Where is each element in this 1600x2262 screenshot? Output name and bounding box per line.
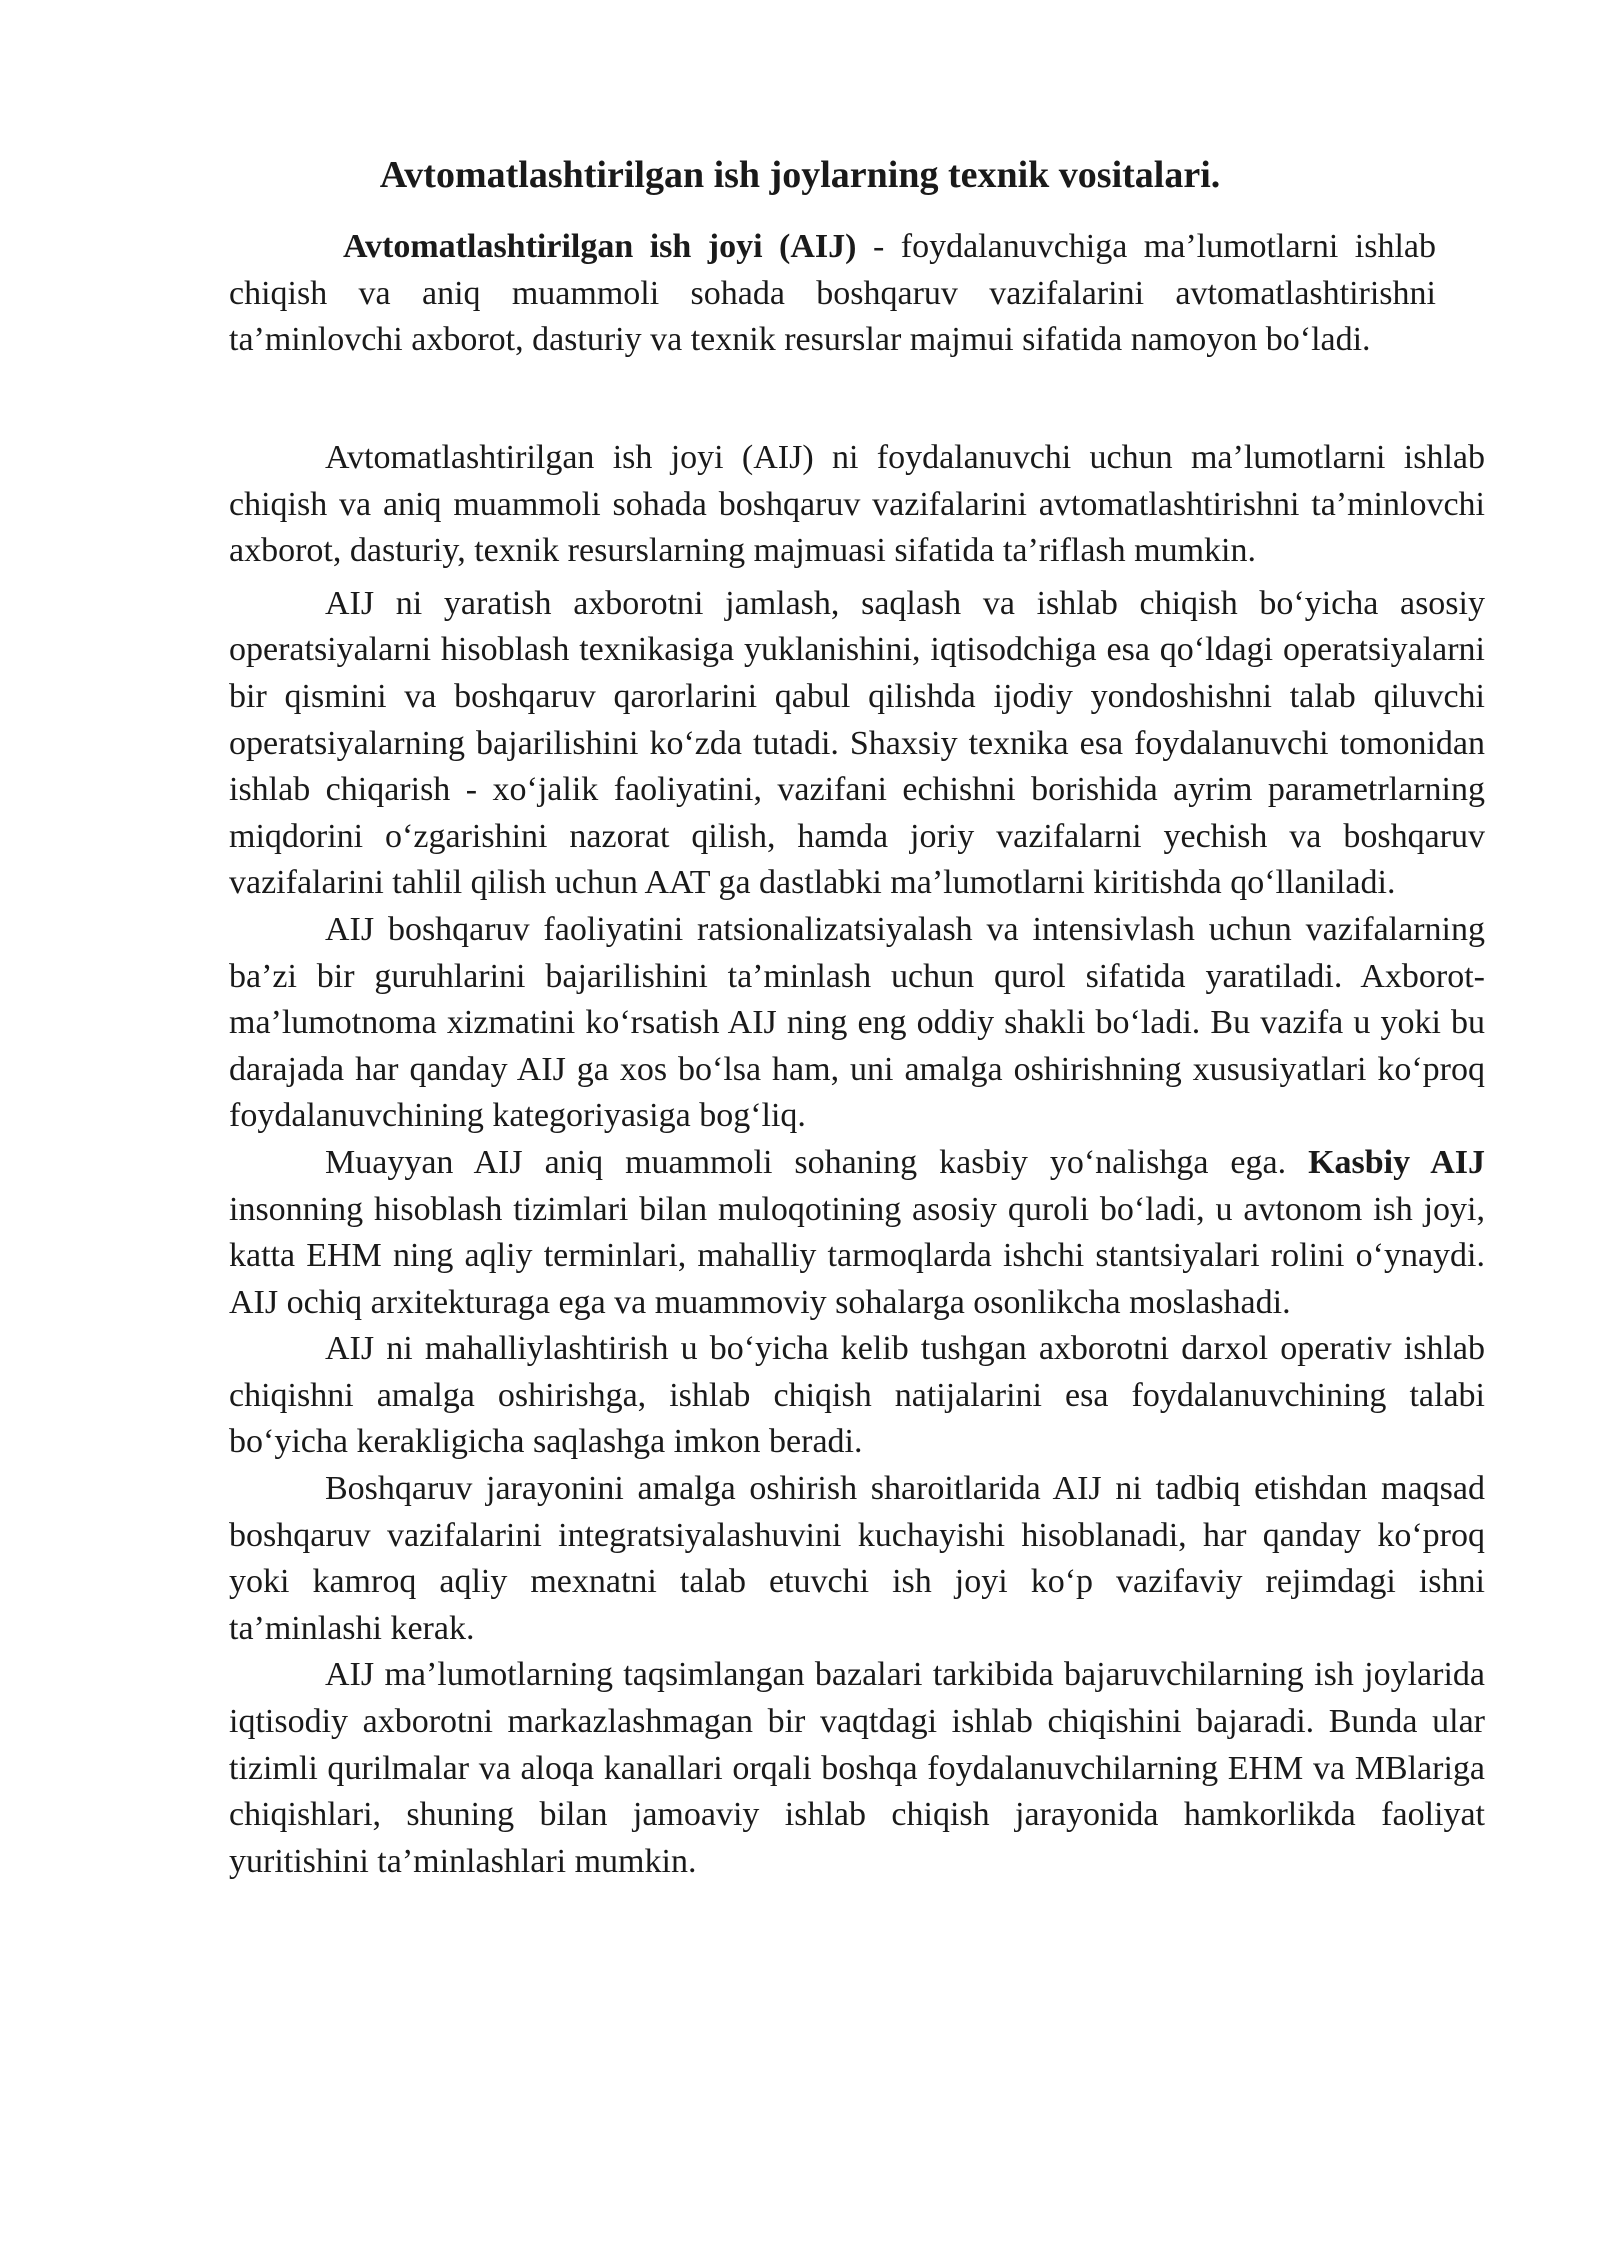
paragraph-2: AIJ ni yaratish axborotni jamlash, saqlash va ishlab chiqish bo‘yicha asosiy operatsiyalarni hisoblash texnikasiga yuklanishini, iqtisodchiga esa qo‘ldagi operatsiyalarni bir qismini va boshqaruv qarorlarini qabul qilishda ijodiy yondoshishni talab qiluvchi operatsiyalarning bajarilishini ko‘zda tutadi. Shaxsiy texnika esa foydalanuvchi tomonidan ishlab chiqarish - xo‘jalik faoliyatini, vazifani echishni borishida ayrim parametrlarning miqdorini o‘zgarishini nazorat qilish, hamda joriy vazifalarni yechish va boshqaruv vazifalarini tahlil qilish uchun AAT ga dastlabki ma’lumotlarni kiritishda qo‘llaniladi. [229, 584, 1485, 902]
paragraph-3: AIJ boshqaruv faoliyatini ratsionalizatsiyalash va intensivlash uchun vazifalarning ba’zi bir guruhlarini bajarilishini ta’minlash uchun qurol sifatida yaratiladi. Axborot-ma’lumotnoma xizmatini ko‘rsatish AIJ ning eng oddiy shakli bo‘ladi. Bu vazifa u yoki bu darajada har qanday AIJ ga xos bo‘lsa ham, uni amalga oshirishning xususiyatlari ko‘proq foydalanuvchining kategoriyasiga bog‘liq. [229, 910, 1485, 1135]
definition-paragraph [229, 224, 1436, 364]
paragraph-7: AIJ ma’lumotlarning taqsimlangan bazalari tarkibida bajaruvchilarning ish joylarida iqtisodiy axborotni markazlashmagan bir vaqtdagi ishlab chiqishini bajaradi. Bunda ular tizimli qurilmalar va aloqa kanallari orqali boshqa foydalanuvchilarning EHM va MBlariga chiqishlari, shuning bilan jamoaviy ishlab chiqish jarayonida hamkorlikda faoliyat yuritishini ta’minlashlari mumkin. [229, 1656, 1485, 1880]
paragraph-4-rest: insonning hisoblash tizimlari bilan muloqotining asosiy quroli bo‘ladi, u avtonom ish joyi, katta EHM ning aqliy terminlari, mahalliy tarmoqlarda ishchi stantsiyalari rolini o‘ynaydi. AIJ ochiq arxitekturaga ega va muammoviy sohalarga osonlikcha moslashadi. [229, 1190, 1485, 1321]
document-body [229, 435, 1485, 1885]
paragraph-1: Avtomatlashtirilgan ish joyi (AIJ) ni foydalanuvchi uchun ma’lumotlarni ishlab chiqish va aniq muammoli sohada boshqaruv vazifalarini avtomatlashtirishni ta’minlovchi axborot, dasturiy, texnik resurslarning majmuasi sifatida ta’riflash mumkin. [229, 439, 1485, 570]
paragraph-6: Boshqaruv jarayonini amalga oshirish sharoitlarida AIJ ni tadbiq etishdan maqsad boshqaruv vazifalarini integratsiyalashuvini kuchayishi hisoblanadi, har qanday ko‘proq yoki kamroq aqliy mexnatni talab etuvchi ish joyi ko‘p vazifaviy rejimdagi ishni ta’minlashi kerak. [229, 1470, 1485, 1647]
paragraph-4-intro: Muayyan AIJ aniq muammoli sohaning kasbiy yo‘nalishga ega. [325, 1143, 1309, 1181]
paragraph-5: AIJ ni mahalliylashtirish u bo‘yicha kelib tushgan axborotni darxol operativ ishlab chiqishni amalga oshirishga, ishlab chiqish natijalarini esa foydalanuvchining talabi bo‘yicha kerakligicha saqlashga imkon beradi. [229, 1330, 1485, 1461]
paragraph-4 [229, 1140, 1485, 1326]
definition-text: - foydalanuvchiga ma’lumotlarni ishlab chiqish va aniq muammoli sohada boshqaruv vazifalarini avtomatlashtirishni ta’minlovchi axborot, dasturiy va texnik resurslar majmui sifatida namoyon bo‘ladi. [229, 228, 1436, 359]
kasbiy-aij-term: Kasbiy AIJ [1308, 1143, 1485, 1181]
document-title: Avtomatlashtirilgan ish joylarning texnik vositalari. [379, 154, 1221, 196]
definition-term: Avtomatlashtirilgan ish joyi (AIJ) [343, 228, 857, 265]
